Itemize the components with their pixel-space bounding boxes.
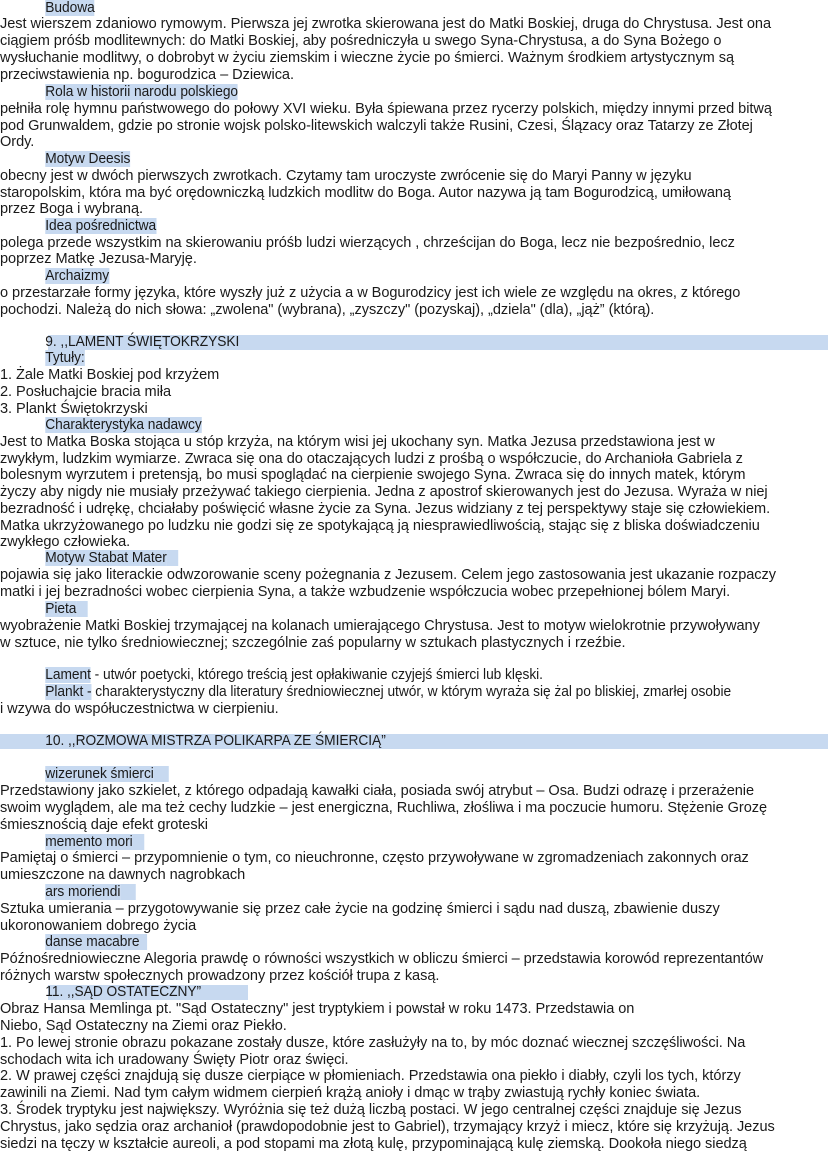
text-line: Matka ukrzyżowanego po ludzku nie godzi się ze spotykającą ją niesprawiedliwością, stając się z bliska doświadczeniu	[0, 518, 760, 534]
text-line: zawinili na Ziemi. Nad tym całym widmem cierpień krążą anioły i dmąc w trąby zwiastują rychły koniec świata.	[0, 1085, 701, 1101]
text-line: zwykłego człowieka.	[0, 534, 131, 550]
section-heading-archaizmy: Archaizmy	[45, 268, 110, 284]
list-item: 1. Żale Matki Boskiej pod krzyżem	[0, 367, 220, 383]
text-line: Sztuka umierania – przygotowywanie się przez całe życie na godzinę śmierci i sądu nad duszą, zbawienie duszy	[0, 901, 720, 917]
section-heading-idea: Idea pośrednictwa	[45, 218, 157, 234]
text-line: w sztuce, nie tylko średniowiecznej; szczególnie zaś popularny w sztukach plastycznych i rzeźbie.	[0, 635, 626, 651]
text-line: ukoronowaniem dobrego życia	[0, 918, 197, 934]
text-line: bezradność i udrękę, chciałaby poświęcić własne życie za Syna. Jezus widziany z tej perspektywy staje się człowiekiem.	[0, 501, 771, 517]
text-line: zwykłym, ludzkim wymiarze. Zwraca się ona do otaczających ludzi z prośbą o współczucie, do Archanioła Gabriela z	[0, 451, 743, 467]
text-line: pojawia się jako literackie odwzorowanie sceny pożegnania z Jezusem. Celem jego zastosowania jest ukazanie rozpaczy	[0, 567, 777, 583]
text-line: staropolskim, która ma być orędowniczką ludzkich modlitw do Boga. Autor nazywa ją tam Bogurodzicą, umiłowaną	[0, 185, 731, 201]
text-line: 2. W prawej części znajdują się dusze cierpiące w płomieniach. Przedstawia ona piekło i diabły, czyli los tych, którzy	[0, 1068, 741, 1084]
text-line: wysłuchanie modlitwy, o dobrobyt w życiu ziemskim i wieczne życie po śmierci. Ważnym środkiem artystycznym są	[0, 50, 735, 66]
text-line: pochodzi. Należą do nich słowa: „zwolena" (wybrana), „zyszczy" (pozyskaj), „dziela" (dla), „jąż” (którą).	[0, 302, 655, 318]
definition-lament: Lament - utwór poetycki, którego treścią jest opłakiwanie czyjejś śmierci lub klęski.	[45, 667, 543, 683]
text-line: 3. Środek tryptyku jest największy. Wyróżnia się też dużą liczbą postaci. W jego centralnej części znajduje się Jezus	[0, 1102, 742, 1118]
text-line: Jest wierszem zdaniowo rymowym. Pierwsza jej zwrotka skierowana jest do Matki Boskiej, druga do Chrystusa. Jest ona	[0, 16, 772, 32]
list-item: 3. Plankt Świętokrzyski	[0, 401, 148, 417]
text-line: pełniła rolę hymnu państwowego do połowy XVI wieku. Była śpiewana przez rycerzy polskich, między innymi przed bitwą	[0, 101, 772, 117]
chapter-title-sad: 11. ,,SĄD OSTATECZNY”	[45, 984, 202, 1000]
text-line: umieszczone na dawnych nagrobkach	[0, 867, 246, 883]
text-line: o przestarzałe formy języka, które wyszły już z użycia a w Bogurodzicy jest ich wiele ze względu na okres, z którego	[0, 285, 741, 301]
section-heading-wizerunek: wizerunek śmierci	[0, 766, 826, 783]
list-item: 2. Posłuchajcie bracia miła	[0, 384, 172, 400]
section-heading-budowa: Budowa	[45, 0, 95, 16]
section-heading-danse-macabre: danse macabre	[0, 934, 826, 951]
text-line: schodach wita ich uradowany Święty Piotr oraz święci.	[0, 1052, 349, 1068]
text-line: Niebo, Sąd Ostateczny na Ziemi oraz Piekło.	[0, 1018, 287, 1034]
text-line: siedzi na tęczy w kształcie aureoli, a pod stopami ma złotą kulę, przypominającą kulę ziemską. Dookoła niego siedzą	[0, 1136, 747, 1152]
text-line: różnych warstw społecznych prowadzony przez kościół trupa z kasą.	[0, 968, 440, 984]
chapter-title-rozmowa: 10. ,,ROZMOWA MISTRZA POLIKARPA ZE ŚMIERCIĄ”	[45, 733, 386, 749]
text-line: matki i jej bezradności wobec cierpienia Syna, a także wzbudzenie współczucia wobec przepełnionej bólem Maryi.	[0, 584, 731, 600]
section-heading-ars-moriendi: ars moriendi	[0, 884, 826, 901]
section-heading-tytuly: Tytuły:	[45, 350, 85, 366]
text-line: poprzez Matkę Jezusa-Maryję.	[0, 251, 197, 267]
text-line: i wzywa do współuczestnictwa w cierpieniu.	[0, 701, 279, 717]
text-line: Obraz Hansa Memlinga pt. "Sąd Ostateczny" jest tryptykiem i powstał w roku 1473. Przedstawia on	[0, 1001, 635, 1017]
text-line: śmiesznością daje efekt groteski	[0, 817, 208, 833]
text-line: bolesnym wyrzutem i pretensją, bo musi spoglądać na cierpienie swojego Syna. Zwraca się do innych matek, którym	[0, 467, 746, 483]
text-line: przez Boga i wybraną.	[0, 201, 143, 217]
text-line: Chrystus, jako sędzia oraz archanioł (prawdopodobnie jest to Gabriel), trzymający krzyż i miecz, które się krzyżują. Jezus	[0, 1119, 775, 1135]
section-heading-stabat-mater: Motyw Stabat Mater	[0, 550, 826, 567]
text-line: wyobrażenie Matki Boskiej trzymającej na kolanach umierającego Chrystusa. Jest to motyw wielokrotnie przywoływany	[0, 618, 760, 634]
section-heading-memento-mori: memento mori	[0, 834, 826, 851]
text-line: swoim wyglądem, ale ma też cechy ludzkie – jest energiczna, Ruchliwa, złośliwa i ma poczucie humoru. Stężenie Grozę	[0, 800, 768, 816]
text-line: Pamiętaj o śmierci – przypomnienie o tym, co nieuchronne, często przywoływane w zgromadzeniach zakonnych oraz	[0, 850, 749, 866]
section-heading-rola: Rola w historii narodu polskiego	[45, 84, 239, 100]
definition-plankt: Plankt - charakterystyczny dla literatury średniowiecznej utwór, w którym wyraża się żal po bliskiej, zmarłej osobie	[45, 684, 732, 700]
text-line: Przedstawiony jako szkielet, z którego odpadają kawałki ciała, posiada swój atrybut – Osa. Budzi odrazę i przerażenie	[0, 783, 755, 799]
section-heading-pieta: Pieta	[0, 601, 826, 618]
text-line: Ordy.	[0, 134, 35, 150]
section-heading-deesis: Motyw Deesis	[45, 151, 131, 167]
text-line: przeciwstawienia np. bogurodzica – Dziewica.	[0, 67, 294, 83]
text-line: obecny jest w dwóch pierwszych zwrotkach. Czytamy tam uroczyste zwrócenie się do Maryi Panny w języku	[0, 168, 692, 184]
text-line: ciągiem próśb modlitewnych: do Matki Boskiej, aby pośredniczyła u swego Syna-Chrystusa, a do Syna Bożego o	[0, 33, 722, 49]
text-line: pod Grunwaldem, gdzie po stronie wojsk polsko-litewskich walczyli także Rusini, Czesi, Ślązacy oraz Tatarzy ze Złotej	[0, 118, 753, 134]
text-line: Jest to Matka Boska stojąca u stóp krzyża, na którym wisi jej ukochany syn. Matka Jezusa przedstawiona jest w	[0, 434, 715, 450]
text-line: 1. Po lewej stronie obrazu pokazane zostały dusze, które zasłużyły na to, by móc doznać wiecznej szczęśliwości. Na	[0, 1035, 746, 1051]
section-heading-nadawca: Charakterystyka nadawcy	[45, 417, 202, 433]
chapter-title-lament: 9. ,,LAMENT ŚWIĘTOKRZYSKI	[45, 334, 240, 350]
text-line: życzy aby nigdy nie musiały przeżywać takiego cierpienia. Jedna z apostrof skierowanych jest do Jezusa. Wyraża w niej	[0, 484, 768, 500]
text-line: polega przede wszystkim na skierowaniu próśb ludzi wierzących , chrześcijan do Boga, lecz nie bezpośrednio, lecz	[0, 235, 735, 251]
text-line: Późnośredniowieczne Alegoria prawdę o równości wszystkich w obliczu śmierci – przedstawia korowód reprezentantów	[0, 951, 764, 967]
